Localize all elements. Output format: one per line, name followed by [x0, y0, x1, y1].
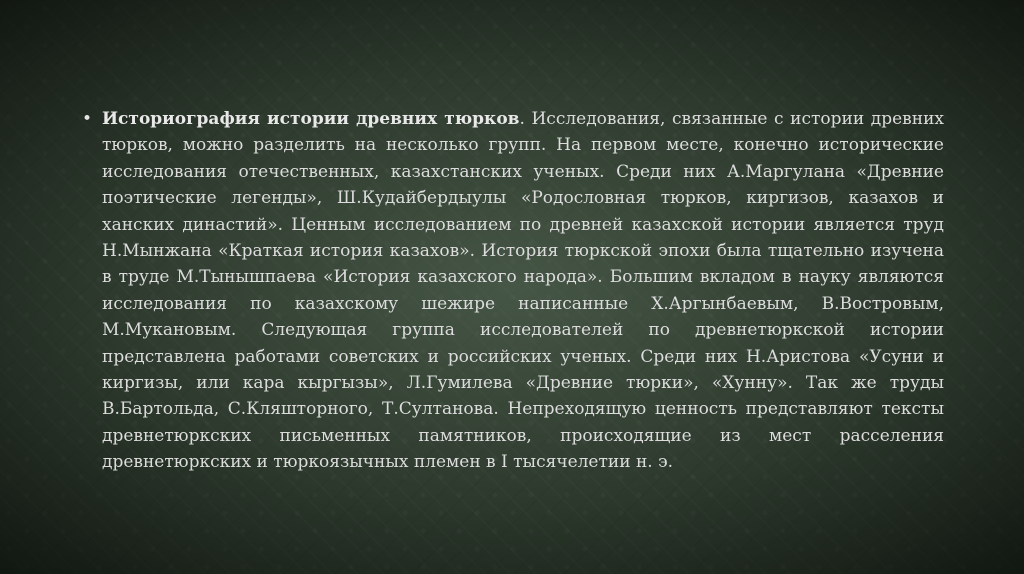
paragraph	[102, 106, 944, 476]
paragraph-body: . Исследования, связанные с истории древних тюрков, можно разделить на несколько групп. На первом месте, конечно исторические исследования отечественных, казахстанских ученых. Среди них А.Маргулана «Древние поэтические легенды», Ш.Кудайбердыулы «Родословная тюрков, киргизов, казахов и ханских династий». Ценным исследованием по древней казахской истории является труд Н.Мынжана «Краткая история казахов». История тюркской эпохи была тщательно изучена в труде М.Тынышпаева «История казахского народа». Большим вкладом в науку являются исследования по казахскому шежире написанные Х.Аргынбаевым, В.Востровым, М.Мукановым. Следующая группа исследователей по древнетюркской истории представлена работами советских и российских ученых. Среди них Н.Аристова «Усуни и киргизы, или кара кыргызы», Л.Гумилева «Древние тюрки», «Хунну». Так же труды В.Бартольда, С.Кляшторного, Т.Султанова. Непреходящую ценность представляют тексты древнетюркских письменных памятников, происходящие из мест расселения древнетюркских и тюркоязычных племен в I тысячелетии н. э.	[102, 109, 944, 473]
bullet-marker: •	[82, 109, 93, 129]
slide-content	[82, 106, 944, 476]
paragraph-heading: Историография истории древних тюрков	[102, 109, 520, 129]
bullet-item	[82, 106, 944, 476]
